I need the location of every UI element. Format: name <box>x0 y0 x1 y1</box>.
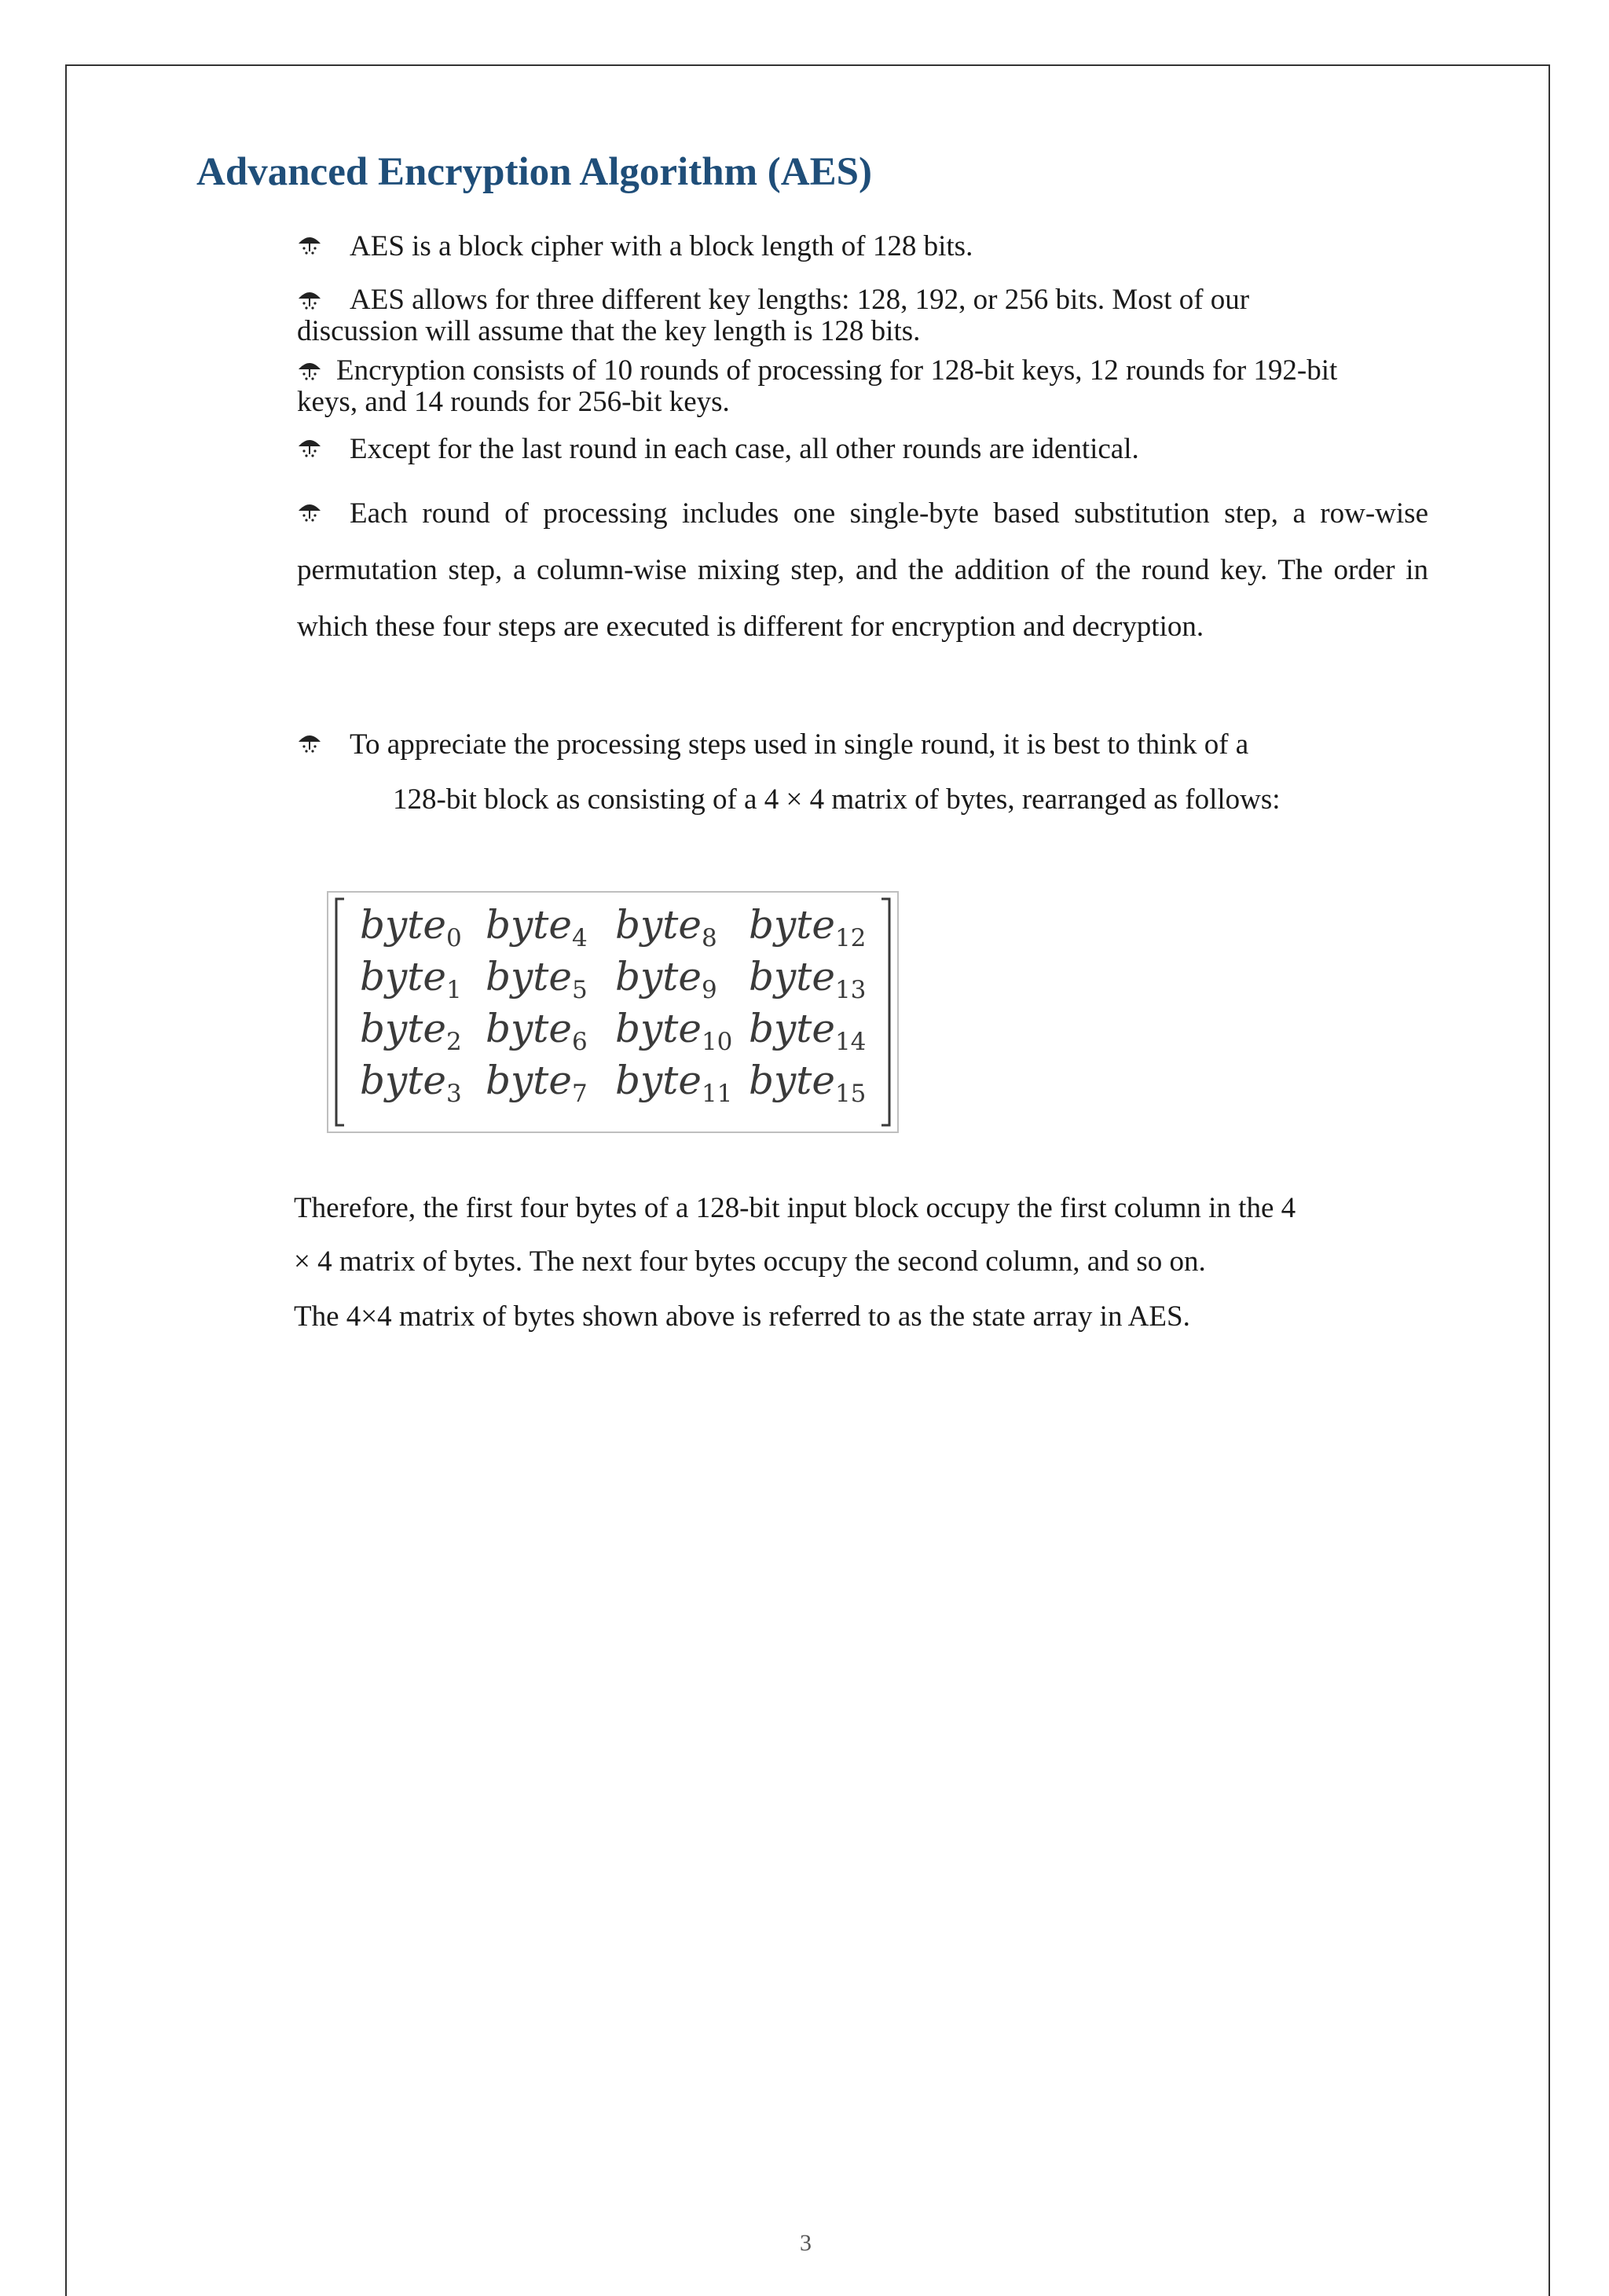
paragraph: The 4×4 matrix of bytes shown above is referred to as the state array in AES. <box>294 1300 1190 1333</box>
matrix-cell: byte$_7$ <box>486 1058 588 1108</box>
matrix-cell: byte$_5$ <box>486 954 588 1004</box>
matrix-cell: byte$_{14}$ <box>749 1006 867 1056</box>
matrix-cell: byte$_{15}$ <box>749 1058 867 1108</box>
matrix-cell: byte$_1$ <box>360 954 462 1004</box>
matrix-cell: byte$_{13}$ <box>749 954 867 1004</box>
state-array-matrix <box>327 891 899 1133</box>
paragraph: Therefore, the first four bytes of a 128-bit input block occupy the first column in the 4 <box>294 1192 1296 1224</box>
matrix-cell: byte$_{10}$ <box>615 1006 733 1056</box>
matrix-cell: byte$_0$ <box>360 902 462 952</box>
matrix-cell: byte$_{12}$ <box>749 902 867 952</box>
matrix-cell: byte$_9$ <box>615 954 717 1004</box>
page-number: 3 <box>800 2230 812 2256</box>
bullet-text: Encryption consists of 10 rounds of processing for 128-bit keys, 12 rounds for 192-bit keys, and 14 rounds for 256-bit keys. <box>297 354 1338 418</box>
bullet-text: AES is a block cipher with a block length of 128 bits. <box>350 230 973 262</box>
bullet-text: AES allows for three different key lengths: 128, 192, or 256 bits. Most of our discussion will assume that the key length is 128 bits. <box>297 284 1250 347</box>
bullet-text: Except for the last round in each case, all other rounds are identical. <box>350 433 1139 465</box>
bullet-text-continuation: 128-bit block as consisting of a 4 × 4 matrix of bytes, rearranged as follows: <box>393 783 1281 816</box>
bullet-text: To appreciate the processing steps used in single round, it is best to think of a <box>350 728 1249 761</box>
matrix-cell: byte$_3$ <box>360 1058 462 1108</box>
matrix-figure <box>328 893 897 1131</box>
bullet-text: Each round of processing includes one single-byte based substitution step, a row-wise permutation step, a column-wise mixing step, and the addition of the round key. The order in which these four steps are executed is different for encryption and decryption. <box>297 497 1428 643</box>
matrix-cell: byte$_2$ <box>360 1006 462 1056</box>
paragraph: × 4 matrix of bytes. The next four bytes occupy the second column, and so on. <box>294 1245 1206 1278</box>
matrix-cell: byte$_6$ <box>486 1006 588 1056</box>
matrix-cell: byte$_4$ <box>486 902 588 952</box>
matrix-cell: byte$_{11}$ <box>615 1058 733 1108</box>
page-title: Advanced Encryption Algorithm (AES) <box>196 150 872 194</box>
matrix-cell: byte$_8$ <box>615 902 717 952</box>
